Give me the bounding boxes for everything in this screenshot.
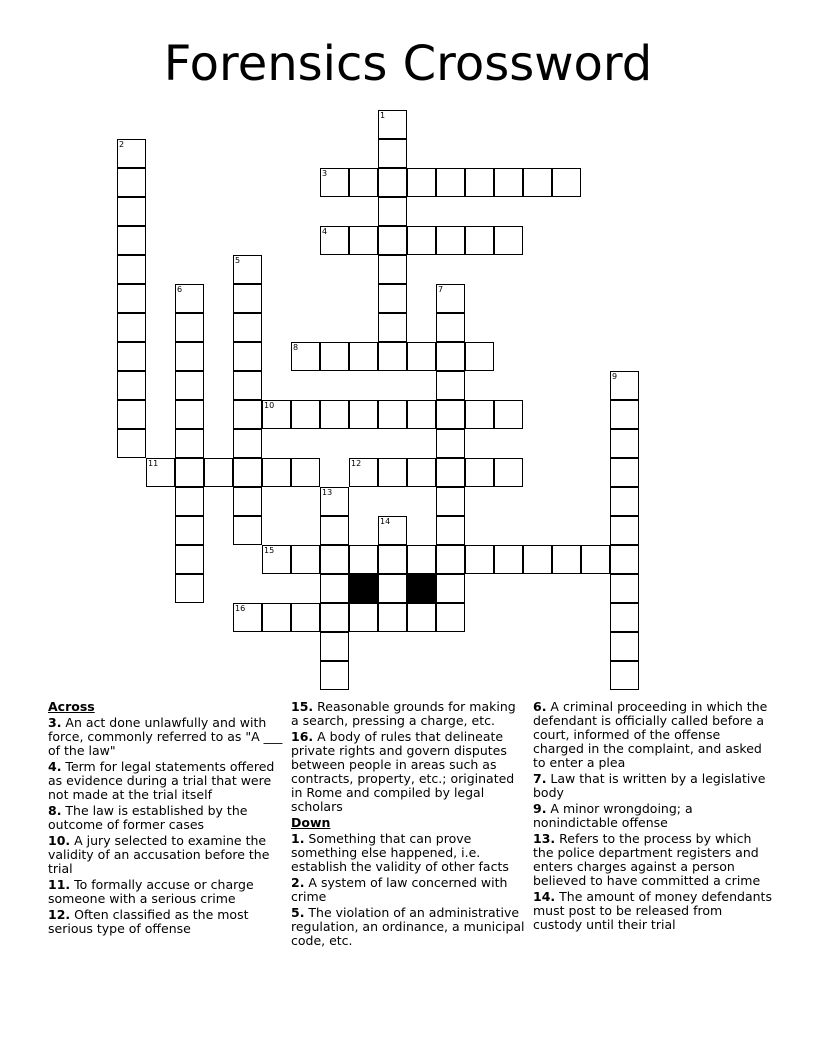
grid-cell[interactable]: [291, 545, 320, 574]
grid-cell[interactable]: [320, 632, 349, 661]
grid-cell[interactable]: [204, 458, 233, 487]
clues-column-2: [291, 700, 527, 950]
grid-cell[interactable]: [378, 284, 407, 313]
grid-cell[interactable]: [262, 545, 291, 574]
grid-cell[interactable]: [233, 313, 262, 342]
grid-cell[interactable]: [378, 458, 407, 487]
grid-cell[interactable]: [494, 545, 523, 574]
grid-cell[interactable]: [349, 168, 378, 197]
clue-number-label: 6.: [533, 699, 547, 714]
grid-cell[interactable]: [436, 458, 465, 487]
grid-cell[interactable]: [117, 255, 146, 284]
clue-text: To formally accuse or charge someone with a serious crime: [48, 877, 254, 906]
grid-cell[interactable]: [378, 342, 407, 371]
grid-cell[interactable]: [378, 110, 407, 139]
grid-cell[interactable]: [610, 545, 639, 574]
grid-cell[interactable]: [320, 661, 349, 690]
clue-number-label: 8.: [48, 803, 62, 818]
grid-cell[interactable]: [320, 226, 349, 255]
grid-cell[interactable]: [465, 458, 494, 487]
grid-cell[interactable]: [465, 400, 494, 429]
grid-cell[interactable]: [117, 226, 146, 255]
clue-number: 5: [235, 256, 241, 265]
clue-text: The law is established by the outcome of former cases: [48, 803, 248, 832]
grid-cell[interactable]: [465, 545, 494, 574]
grid-cell[interactable]: [436, 371, 465, 400]
grid-cell[interactable]: [117, 284, 146, 313]
grid-cell[interactable]: [436, 168, 465, 197]
grid-cell[interactable]: [523, 168, 552, 197]
grid-cell[interactable]: [262, 458, 291, 487]
grid-cell[interactable]: [146, 458, 175, 487]
grid-cell[interactable]: [494, 168, 523, 197]
clue-number-label: 11.: [48, 877, 71, 892]
grid-cell[interactable]: [233, 516, 262, 545]
clue-number-label: 5.: [291, 905, 305, 920]
grid-cell[interactable]: [175, 371, 204, 400]
clue-item: [48, 908, 284, 936]
grid-cell[interactable]: [320, 574, 349, 603]
clue-item: [533, 802, 773, 830]
clue-text: An act done unlawfully and with force, commonly referred to as "A ___ of the law": [48, 715, 283, 758]
clue-item: [48, 760, 284, 802]
clue-item: [533, 772, 773, 800]
clue-text: The amount of money defendants must post to be released from custody until their trial: [533, 889, 772, 932]
clue-number-label: 3.: [48, 715, 62, 730]
clue-number-label: 4.: [48, 759, 62, 774]
black-square: [407, 574, 436, 603]
clue-item: [48, 878, 284, 906]
black-square: [349, 574, 378, 603]
grid-cell[interactable]: [378, 603, 407, 632]
grid-cell[interactable]: [407, 458, 436, 487]
grid-cell[interactable]: [233, 400, 262, 429]
grid-cell[interactable]: [117, 168, 146, 197]
clue-number: 10: [264, 401, 275, 410]
clue-number: 7: [438, 285, 444, 294]
grid-cell[interactable]: [465, 168, 494, 197]
clue-number: 14: [380, 517, 391, 526]
grid-cell[interactable]: [436, 429, 465, 458]
grid-cell[interactable]: [175, 284, 204, 313]
grid-cell[interactable]: [117, 429, 146, 458]
clue-number-label: 10.: [48, 833, 71, 848]
grid-cell[interactable]: [117, 371, 146, 400]
grid-cell[interactable]: [552, 545, 581, 574]
clue-text: Refers to the process by which the police department registers and enters charges against a person believed to have committed a crime: [533, 831, 761, 888]
clue-number-label: 12.: [48, 907, 71, 922]
clue-item: [533, 700, 773, 770]
clue-number: 15: [264, 546, 275, 555]
clue-item: [291, 832, 527, 874]
clue-number: 16: [235, 604, 246, 613]
grid-cell[interactable]: [436, 342, 465, 371]
grid-cell[interactable]: [117, 139, 146, 168]
grid-cell[interactable]: [407, 400, 436, 429]
grid-cell[interactable]: [233, 429, 262, 458]
grid-cell[interactable]: [117, 400, 146, 429]
clue-text: Law that is written by a legislative body: [533, 771, 766, 800]
grid-cell[interactable]: [175, 400, 204, 429]
grid-cell[interactable]: [320, 487, 349, 516]
grid-cell[interactable]: [581, 545, 610, 574]
grid-cell[interactable]: [349, 458, 378, 487]
grid-cell[interactable]: [378, 226, 407, 255]
clue-item: [291, 906, 527, 948]
grid-cell[interactable]: [233, 458, 262, 487]
grid-cell[interactable]: [320, 400, 349, 429]
clue-number: 11: [148, 459, 159, 468]
grid-cell[interactable]: [349, 400, 378, 429]
clue-number: 1: [380, 111, 386, 120]
grid-cell[interactable]: [378, 139, 407, 168]
clue-text: A system of law concerned with crime: [291, 875, 508, 904]
grid-cell[interactable]: [233, 342, 262, 371]
grid-cell[interactable]: [610, 458, 639, 487]
clues-column-1: [48, 700, 284, 938]
grid-cell[interactable]: [349, 545, 378, 574]
clue-number: 9: [612, 372, 618, 381]
grid-cell[interactable]: [610, 632, 639, 661]
grid-cell[interactable]: [407, 603, 436, 632]
grid-cell[interactable]: [407, 168, 436, 197]
grid-cell[interactable]: [494, 400, 523, 429]
grid-cell[interactable]: [465, 342, 494, 371]
grid-cell[interactable]: [117, 342, 146, 371]
grid-cell[interactable]: [436, 603, 465, 632]
grid-cell[interactable]: [349, 603, 378, 632]
clue-number-label: 14.: [533, 889, 556, 904]
grid-cell[interactable]: [117, 197, 146, 226]
grid-cell[interactable]: [233, 487, 262, 516]
grid-cell[interactable]: [523, 545, 552, 574]
clue-text: A criminal proceeding in which the defendant is officially called before a court, informed of the offense charged in the complaint, and asked to enter a plea: [533, 699, 768, 770]
grid-cell[interactable]: [291, 458, 320, 487]
grid-cell[interactable]: [233, 371, 262, 400]
grid-cell[interactable]: [610, 516, 639, 545]
grid-cell[interactable]: [175, 313, 204, 342]
grid-cell[interactable]: [175, 487, 204, 516]
clue-text: Reasonable grounds for making a search, pressing a charge, etc.: [291, 699, 516, 728]
clue-text: Often classified as the most serious type of offense: [48, 907, 249, 936]
clue-text: A jury selected to examine the validity of an accusation before the trial: [48, 833, 270, 876]
grid-cell[interactable]: [320, 168, 349, 197]
clue-item: [291, 730, 527, 814]
grid-cell[interactable]: [262, 603, 291, 632]
grid-cell[interactable]: [175, 516, 204, 545]
grid-cell[interactable]: [436, 284, 465, 313]
clue-text: A body of rules that delineate private rights and govern disputes between people in areas such as contracts, property, etc.; originated in Rome and compiled by legal scholars: [291, 729, 515, 814]
grid-cell[interactable]: [436, 516, 465, 545]
grid-cell[interactable]: [378, 255, 407, 284]
grid-cell[interactable]: [436, 226, 465, 255]
grid-cell[interactable]: [233, 284, 262, 313]
grid-cell[interactable]: [349, 342, 378, 371]
clue-number: 2: [119, 140, 125, 149]
grid-cell[interactable]: [291, 400, 320, 429]
grid-cell[interactable]: [407, 545, 436, 574]
clue-text: The violation of an administrative regulation, an ordinance, a municipal code, etc.: [291, 905, 525, 948]
clue-number: 3: [322, 169, 328, 178]
grid-cell[interactable]: [465, 226, 494, 255]
grid-cell[interactable]: [175, 458, 204, 487]
clue-item: [291, 876, 527, 904]
grid-cell[interactable]: [407, 342, 436, 371]
grid-cell[interactable]: [378, 545, 407, 574]
grid-cell[interactable]: [436, 487, 465, 516]
clues-column-3: [533, 700, 773, 934]
grid-cell[interactable]: [610, 400, 639, 429]
clue-item: [533, 832, 773, 888]
grid-cell[interactable]: [320, 603, 349, 632]
grid-cell[interactable]: [436, 545, 465, 574]
grid-cell[interactable]: [378, 574, 407, 603]
grid-cell[interactable]: [378, 197, 407, 226]
clue-number-label: 16.: [291, 729, 314, 744]
clue-item: [48, 804, 284, 832]
page-title: Forensics Crossword: [163, 36, 653, 92]
grid-cell[interactable]: [436, 574, 465, 603]
grid-cell[interactable]: [378, 516, 407, 545]
clue-item: [48, 834, 284, 876]
grid-cell[interactable]: [378, 400, 407, 429]
grid-cell[interactable]: [378, 313, 407, 342]
clue-number: 4: [322, 227, 328, 236]
clue-number: 12: [351, 459, 362, 468]
clue-text: Term for legal statements offered as evidence during a trial that were not made at the trial itself: [48, 759, 275, 802]
clue-text: A minor wrongdoing; a nonindictable offense: [533, 801, 693, 830]
grid-cell[interactable]: [233, 255, 262, 284]
clue-text: Something that can prove something else happened, i.e. establish the validity of other facts: [291, 831, 509, 874]
clue-number: 8: [293, 343, 299, 352]
grid-cell[interactable]: [610, 603, 639, 632]
grid-cell[interactable]: [610, 429, 639, 458]
grid-cell[interactable]: [436, 313, 465, 342]
grid-cell[interactable]: [494, 458, 523, 487]
clue-number-label: 2.: [291, 875, 305, 890]
down-heading: Down: [291, 815, 331, 830]
clue-item: [48, 716, 284, 758]
clue-number-label: 13.: [533, 831, 556, 846]
grid-cell[interactable]: [320, 545, 349, 574]
grid-cell[interactable]: [175, 545, 204, 574]
grid-cell[interactable]: [610, 487, 639, 516]
clue-number: 6: [177, 285, 183, 294]
across-heading: Across: [48, 699, 95, 714]
grid-cell[interactable]: [262, 400, 291, 429]
clue-item: [533, 890, 773, 932]
grid-cell[interactable]: [407, 226, 436, 255]
grid-cell[interactable]: [233, 603, 262, 632]
grid-cell[interactable]: [175, 574, 204, 603]
grid-cell[interactable]: [349, 226, 378, 255]
grid-cell[interactable]: [610, 574, 639, 603]
grid-cell[interactable]: [117, 313, 146, 342]
clue-number-label: 1.: [291, 831, 305, 846]
grid-cell[interactable]: [291, 342, 320, 371]
grid-cell[interactable]: [552, 168, 581, 197]
grid-cell[interactable]: [175, 342, 204, 371]
grid-cell[interactable]: [610, 661, 639, 690]
grid-cell[interactable]: [320, 342, 349, 371]
clue-number-label: 9.: [533, 801, 547, 816]
grid-cell[interactable]: [378, 168, 407, 197]
grid-cell[interactable]: [494, 226, 523, 255]
grid-cell[interactable]: [436, 400, 465, 429]
clue-item: [291, 700, 527, 728]
grid-cell[interactable]: [291, 603, 320, 632]
grid-cell[interactable]: [610, 371, 639, 400]
clue-number: 13: [322, 488, 333, 497]
clue-number-label: 15.: [291, 699, 314, 714]
grid-cell[interactable]: [320, 516, 349, 545]
grid-cell[interactable]: [175, 429, 204, 458]
clue-number-label: 7.: [533, 771, 547, 786]
